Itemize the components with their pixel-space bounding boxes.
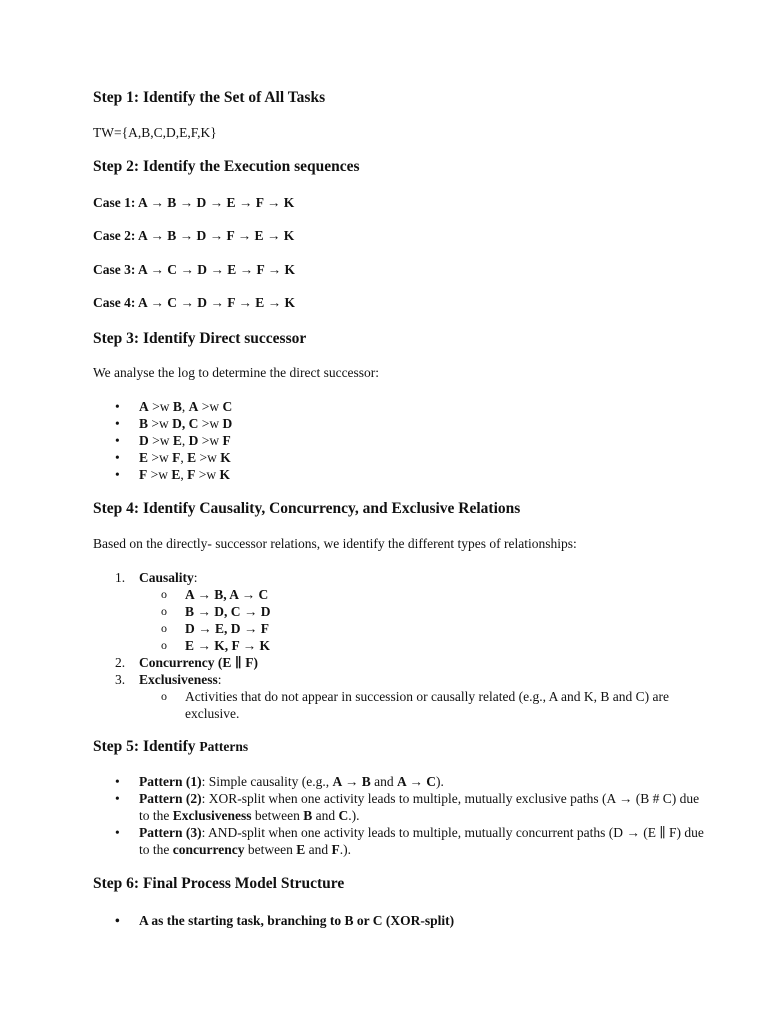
text-segment: >w (196, 450, 221, 465)
sublist-text: A → B, A → C (185, 587, 269, 602)
text-segment: >w (198, 399, 223, 414)
direct-successor-list (93, 398, 708, 483)
text-segment: D (188, 433, 199, 448)
text-segment: , (180, 450, 188, 465)
list-item (93, 912, 708, 929)
sublist-item (139, 637, 708, 654)
text-segment: between (244, 842, 297, 857)
relation-item (93, 654, 708, 671)
relation-item (93, 569, 708, 654)
text-segment: >w (198, 433, 223, 448)
sublist-item (139, 586, 708, 603)
text-segment: A (188, 399, 199, 414)
text-segment: and (370, 774, 397, 789)
pattern-item (93, 824, 708, 858)
item-number: 2. (115, 655, 126, 670)
text-segment: : AND-split when one activity leads to multiple, mutually concurrent paths (D → (E ∥ F) due to the (139, 825, 704, 857)
sublist-text: D → E, D → F (185, 621, 269, 636)
circle-bullet-icon: o (161, 604, 167, 618)
text-segment: Pattern (2) (139, 791, 202, 806)
text-segment: >w (148, 433, 173, 448)
text-segment: E (139, 450, 149, 465)
text-segment: >w (198, 416, 223, 431)
bullet-icon: • (115, 450, 120, 465)
successor-item (93, 415, 708, 432)
text-segment: E (187, 450, 197, 465)
text-segment: F (222, 433, 231, 448)
relation-sublist (139, 586, 708, 654)
circle-bullet-icon: o (161, 638, 167, 652)
text-segment: A → C (396, 774, 436, 789)
text-segment: , (180, 467, 188, 482)
step2-heading: Step 2: Identify the Execution sequences (93, 158, 360, 175)
step6-heading: Step 6: Final Process Model Structure (93, 875, 345, 892)
bullet-icon: • (115, 913, 120, 928)
final-item-main: A as the starting task, branching to B or C (139, 913, 386, 928)
text-segment: : Simple causality (e.g., (201, 774, 333, 789)
final-item-tail: (XOR-split) (385, 913, 455, 928)
text-segment: between (251, 808, 304, 823)
successor-item (93, 432, 708, 449)
step1-heading: Step 1: Identify the Set of All Tasks (93, 89, 326, 106)
text-segment: C (222, 399, 233, 414)
bullet-icon: • (115, 825, 120, 840)
text-segment: , (181, 433, 189, 448)
pattern-item (93, 790, 708, 824)
pattern-list (93, 773, 708, 858)
text-segment: A (139, 399, 149, 414)
sublist-item (139, 603, 708, 620)
sublist-text: E → K, F → K (185, 638, 271, 653)
case-2: Case 2: A → B → D → F → E → K (93, 228, 295, 243)
relations-list (93, 569, 708, 722)
text-segment: Pattern (1) (139, 774, 202, 789)
sublist-text: Activities that do not appear in succession or causally related (e.g., A and K, B and C) are exclusive. (185, 689, 669, 721)
text-segment: B (303, 808, 313, 823)
text-segment: E (172, 433, 182, 448)
text-segment: K (219, 467, 231, 482)
text-segment: >w (147, 467, 172, 482)
text-segment: .). (348, 808, 360, 823)
text-segment: D, C (172, 416, 199, 431)
text-segment: F (139, 467, 148, 482)
bullet-icon: • (115, 399, 120, 414)
text-segment: E (171, 467, 181, 482)
successor-item (93, 449, 708, 466)
text-segment: E (296, 842, 306, 857)
bullet-icon: • (115, 433, 120, 448)
pattern-item (93, 773, 708, 790)
text-segment: >w (195, 467, 220, 482)
sublist-item (139, 620, 708, 637)
item-number: 1. (115, 570, 126, 585)
successor-item (93, 466, 708, 483)
step4-heading: Step 4: Identify Causality, Concurrency, and Exclusive Relations (93, 500, 521, 517)
text-segment: D (222, 416, 233, 431)
text-segment: F (331, 842, 340, 857)
text-segment: concurrency (172, 842, 245, 857)
circle-bullet-icon: o (161, 587, 167, 601)
relation-suffix: : (193, 570, 198, 585)
successor-item (93, 398, 708, 415)
text-segment: Exclusiveness (172, 808, 252, 823)
text-segment: K (220, 450, 231, 465)
text-segment: F (187, 467, 196, 482)
step5-heading (93, 738, 708, 756)
step3-intro: We analyse the log to determine the direct successor: (93, 365, 380, 380)
text-segment: >w (148, 450, 173, 465)
step5-heading-main: Step 5: Identify (93, 738, 200, 755)
step4-intro: Based on the directly- successor relations, we identify the different types of relationships: (93, 536, 577, 551)
text-segment: B (172, 399, 182, 414)
circle-bullet-icon: o (161, 689, 167, 703)
bullet-icon: • (115, 416, 120, 431)
text-segment: , (181, 399, 189, 414)
bullet-icon: • (115, 791, 120, 806)
step3-heading: Step 3: Identify Direct successor (93, 330, 307, 347)
text-segment: and (312, 808, 339, 823)
case-1: Case 1: A → B → D → E → F → K (93, 195, 295, 210)
item-number: 3. (115, 672, 126, 687)
sublist-item (139, 688, 708, 722)
step5-heading-tail: Patterns (199, 739, 249, 754)
text-segment: Pattern (3) (139, 825, 202, 840)
case-3: Case 3: A → C → D → E → F → K (93, 262, 295, 277)
text-segment: A → B (332, 774, 371, 789)
text-segment: and (305, 842, 332, 857)
text-segment: : XOR-split when one activity leads to multiple, mutually exclusive paths (A → (B # C) due to the (139, 791, 700, 823)
text-segment: D (139, 433, 149, 448)
text-segment: >w (148, 399, 173, 414)
case-4: Case 4: A → C → D → F → E → K (93, 295, 295, 310)
relation-label: Exclusiveness (139, 672, 218, 687)
text-segment: B (139, 416, 149, 431)
text-segment: F (172, 450, 181, 465)
relation-label: Causality (139, 570, 194, 585)
relation-item (93, 671, 708, 722)
bullet-icon: • (115, 467, 120, 482)
text-segment: .). (339, 842, 351, 857)
text-segment: C (338, 808, 349, 823)
circle-bullet-icon: o (161, 621, 167, 635)
text-segment: ). (436, 774, 444, 789)
task-set: TW={A,B,C,D,E,F,K} (93, 125, 217, 140)
relation-label: Concurrency (E ∥ F) (139, 655, 259, 670)
relation-suffix: : (217, 672, 222, 687)
bullet-icon: • (115, 774, 120, 789)
text-segment: >w (148, 416, 173, 431)
sublist-text: B → D, C → D (185, 604, 271, 619)
relation-sublist (139, 688, 708, 722)
final-structure-list (93, 912, 708, 929)
